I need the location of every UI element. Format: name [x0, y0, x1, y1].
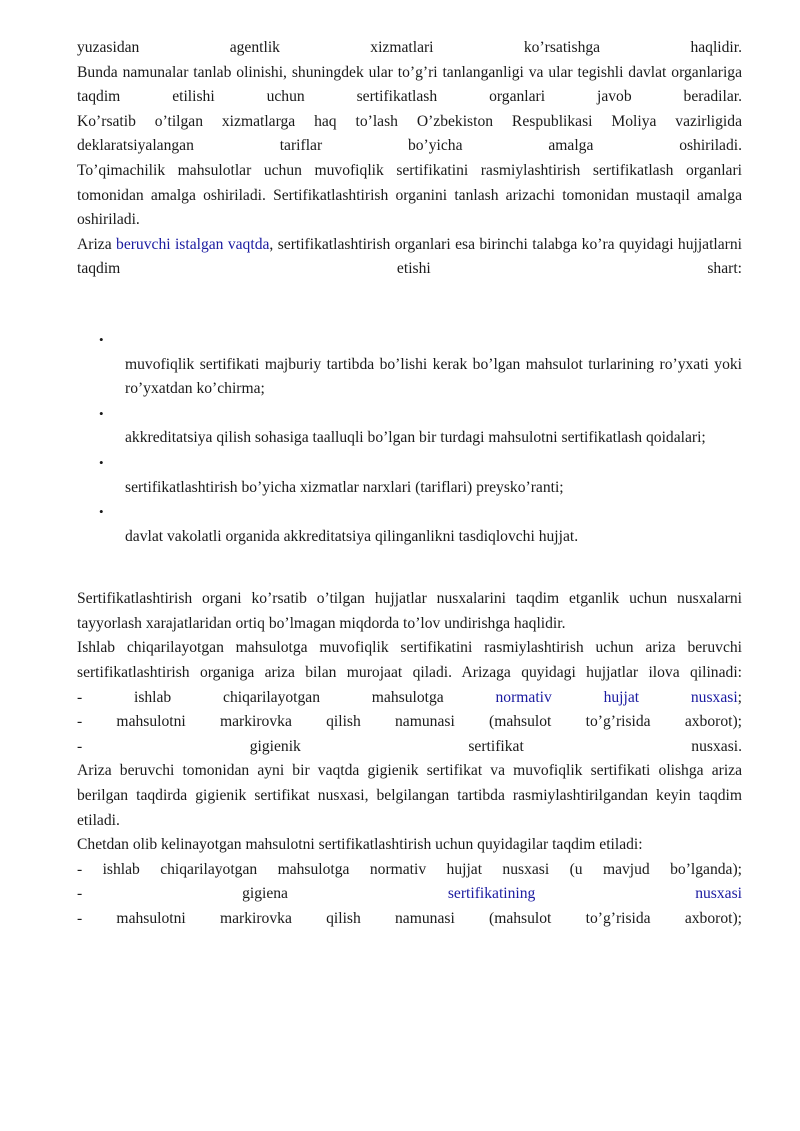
text-run: - gigiena: [77, 885, 448, 903]
hyperlink[interactable]: sertifikatining nusxasi: [447, 885, 742, 903]
dash-item: [77, 882, 742, 907]
bullet-icon: •: [99, 504, 104, 520]
dash-item: [77, 686, 742, 711]
hyperlink[interactable]: beruvchi istalgan vaqtda: [116, 235, 270, 253]
bullet-icon: •: [99, 331, 104, 347]
list-item: [77, 402, 742, 451]
paragraph: Chetdan olib kelinayotgan mahsulotni sertifikatlashtirish uchun quyidagilar taqdim etiladi:: [77, 836, 643, 854]
paragraph: Ishlab chiqarilayotgan mahsulotga muvofiqlik sertifikatini rasmiylashtirish uchun ariza beruvchi sertifikatlashtirish organiga ariza bilan murojaat qiladi. Arizaga quyidagi hujjatlar ilova qilinadi:: [77, 639, 742, 682]
paragraph: Ariza beruvchi tomonidan ayni bir vaqtda gigienik sertifikat va muvofiqlik sertifikati olishga ariza berilgan taqdirda gigienik sertifikat nusxasi, belgilangan tartibda rasmiylashtirilgandan keyin taqdim etiladi.: [77, 762, 742, 829]
text-run: ;: [737, 688, 742, 706]
list-item-text: sertifikatlashtirish bo’yicha xizmatlar narxlari (tariflari) preysko’ranti;: [125, 478, 564, 496]
paragraph: Ko’rsatib o’tilgan xizmatlarga haq to’lash O’zbekiston Respublikasi Moliya vazirligida deklaratsiyalangan tariflar bo’yicha amalga oshiriladi.: [77, 112, 742, 155]
text-run: , sertifikatlashtirish organlari esa birinchi talabga ko’ra quyidagi hujjatlarni taqdim etishi shart:: [77, 235, 742, 278]
paragraph: [77, 233, 742, 282]
list-item: [77, 451, 742, 500]
paragraph-line: yuzasidan agentlik xizmatlari ko’rsatishga haqlidir.: [77, 39, 742, 56]
list-item-text: muvofiqlik sertifikati majburiy tartibda bo’lishi kerak bo’lgan mahsulot turlarining ro’yxati yoki ro’yxatdan ko’chirma;: [125, 355, 742, 398]
dash-item: - gigienik sertifikat nusxasi.: [77, 737, 742, 755]
bullet-icon: •: [99, 405, 104, 421]
list-item-text: davlat vakolatli organida akkreditatsiya qilinganlikni tasdiqlovchi hujjat.: [125, 527, 579, 545]
list-item: [77, 328, 742, 402]
paragraph: Sertifikatlashtirish organi ko’rsatib o’tilgan hujjatlar nusxalarini taqdim etganlik uchun nusxalarni tayyorlash xarajatlaridan ortiq bo’lmagan miqdorda to’lov undirishga haqlidir.: [77, 590, 742, 632]
bullet-icon: •: [99, 454, 104, 470]
text-run: Ariza: [77, 235, 117, 253]
dash-item: - ishlab chiqarilayotgan mahsulotga normativ hujjat nusxasi (u mavjud bo’lganda);: [77, 860, 742, 878]
text-run: - ishlab chiqarilayotgan mahsulotga: [77, 688, 496, 706]
list-item-text: akkreditatsiya qilish sohasiga taalluqli bo’lgan bir turdagi mahsulotni sertifikatlash qoidalari;: [125, 429, 706, 447]
hyperlink[interactable]: normativ hujjat nusxasi: [495, 688, 738, 706]
paragraph: Bunda namunalar tanlab olinishi, shuningdek ular to’g’ri tanlanganligi va ular tegishli davlat organlariga taqdim etilishi uchun sertifikatlash organlari javob beradilar.: [77, 63, 742, 106]
list-item: [77, 500, 742, 549]
paragraph: To’qimachilik mahsulotlar uchun muvofiqlik sertifikatini rasmiylashtirish sertifikatlash organlari tomonidan amalga oshiriladi. Sertifikatlashtirish organini tanlash arizachi tomonidan mustaqil amalga oshiriladi.: [77, 161, 742, 229]
dash-item: - mahsulotni markirovka qilish namunasi (mahsulot to’g’risida axborot);: [77, 910, 742, 927]
document-page: [77, 36, 742, 932]
bullet-list: [77, 328, 742, 549]
dash-item: - mahsulotni markirovka qilish namunasi (mahsulot to’g’risida axborot);: [77, 713, 742, 731]
